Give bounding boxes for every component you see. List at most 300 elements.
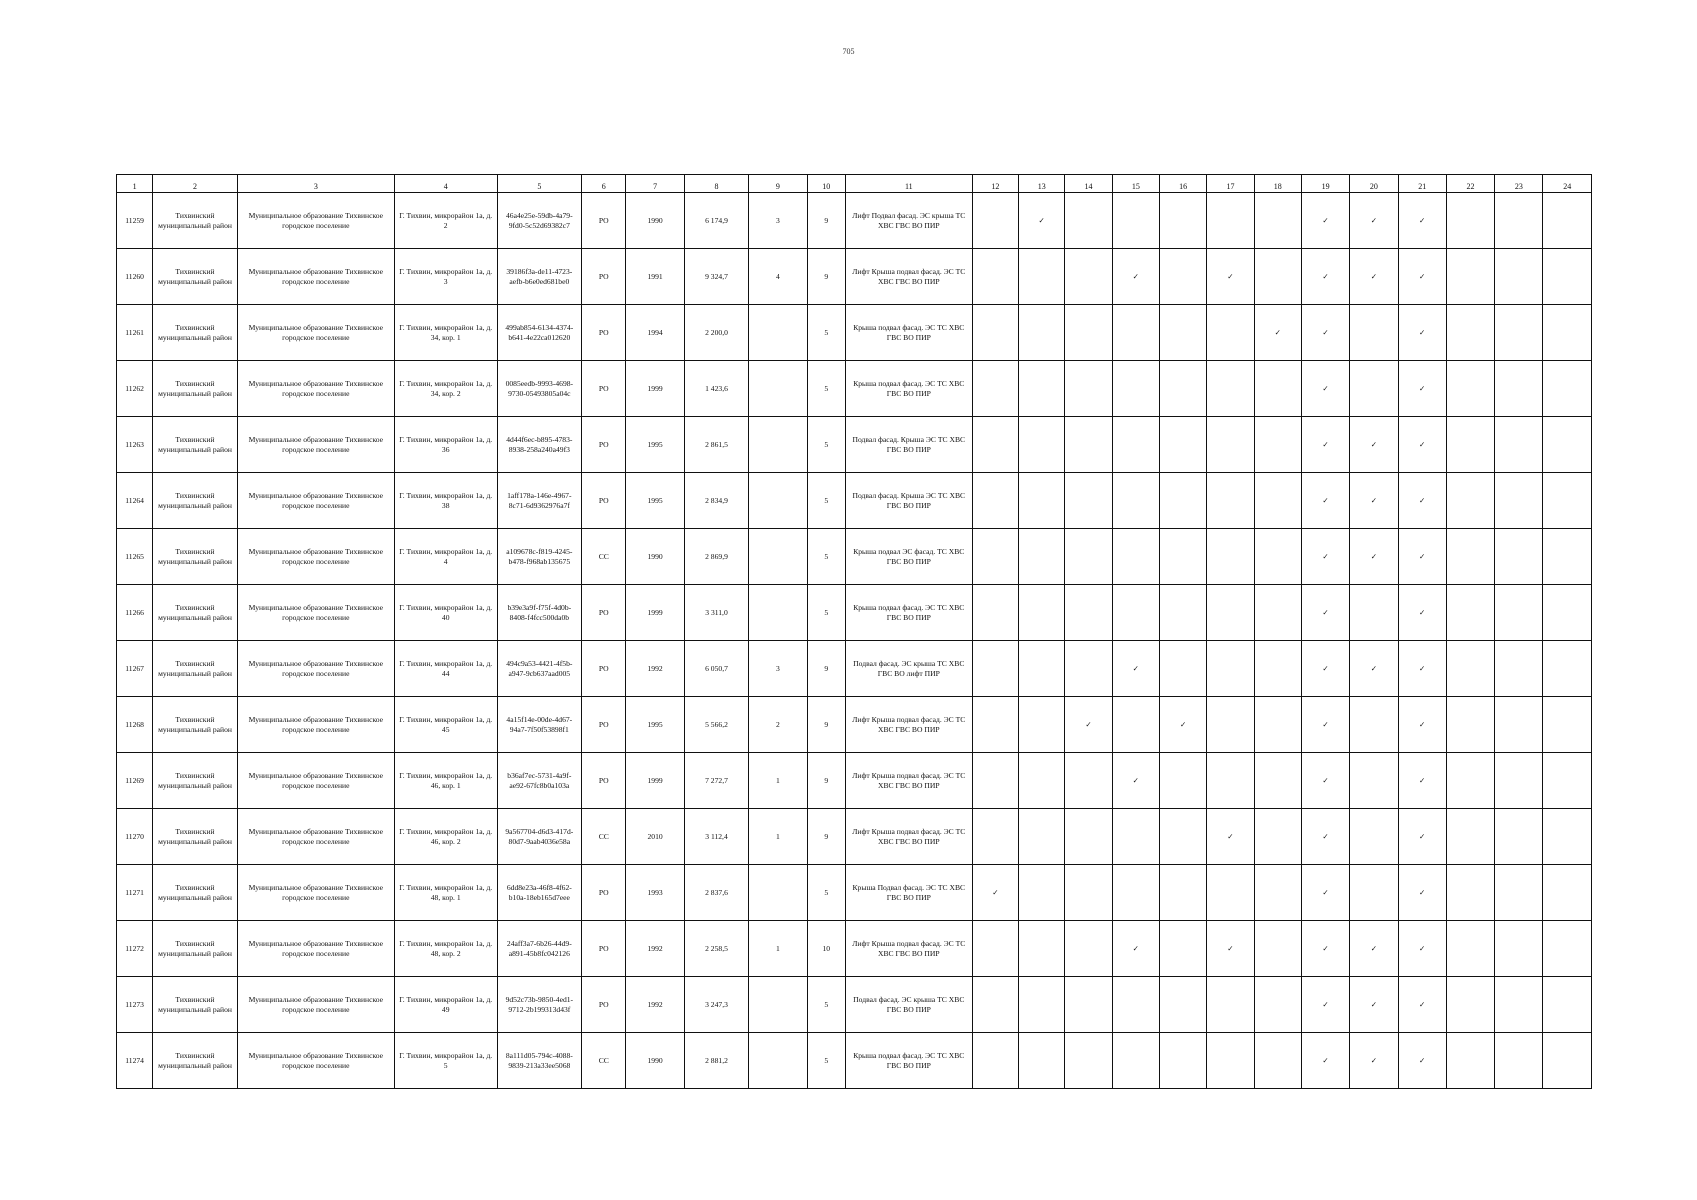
cell-area: 7 272,7 [684, 753, 748, 809]
cell-works: Лифт Крыша подвал фасад. ЭС ТС ХВС ГВС ВО ПИР [845, 697, 972, 753]
cell-col-15 [1112, 529, 1159, 585]
column-header-4: 4 [394, 175, 497, 193]
cell-col-23 [1495, 977, 1543, 1033]
cell-col-13 [1019, 753, 1065, 809]
cell-col-22 [1446, 641, 1494, 697]
cell-area: 2 837,6 [684, 865, 748, 921]
cell-address: Г. Тихвин, микрорайон 1а, д. 34, кор. 2 [394, 361, 497, 417]
cell-col-18 [1254, 697, 1301, 753]
cell-col-14 [1065, 305, 1112, 361]
column-header-3: 3 [237, 175, 394, 193]
cell-col-18 [1254, 529, 1301, 585]
cell-district: Тихвинский муниципальный район [153, 361, 238, 417]
cell-floors: 9 [807, 641, 845, 697]
cell-col-16 [1159, 305, 1206, 361]
cell-type: РО [582, 473, 626, 529]
cell-id: 11265 [117, 529, 153, 585]
cell-col-14 [1065, 249, 1112, 305]
table-row [117, 697, 1592, 753]
cell-type: РО [582, 977, 626, 1033]
cell-district: Тихвинский муниципальный район [153, 585, 238, 641]
cell-col-20 [1350, 305, 1398, 361]
cell-col-12 [972, 753, 1018, 809]
cell-col-17 [1207, 1033, 1254, 1089]
check-mark-icon: ✓ [1350, 921, 1398, 977]
cell-works: Лифт Крыша подвал фасад. ЭС ТС ХВС ГВС ВО ПИР [845, 921, 972, 977]
cell-municipality: Муниципальное образование Тихвинское городское поселение [237, 417, 394, 473]
cell-works: Лифт Подвал фасад. ЭС крыша ТС ХВС ГВС ВО ПИР [845, 193, 972, 249]
cell-entrances: 3 [749, 193, 807, 249]
cell-year: 1992 [626, 921, 684, 977]
cell-col-12 [972, 417, 1018, 473]
cell-col-22 [1446, 977, 1494, 1033]
cell-year: 1999 [626, 361, 684, 417]
cell-address: Г. Тихвин, микрорайон 1а, д. 4 [394, 529, 497, 585]
check-mark-icon: ✓ [1065, 697, 1112, 753]
cell-col-12 [972, 361, 1018, 417]
cell-col-15 [1112, 977, 1159, 1033]
cell-id: 11266 [117, 585, 153, 641]
cell-district: Тихвинский муниципальный район [153, 193, 238, 249]
cell-col-17 [1207, 865, 1254, 921]
cell-col-16 [1159, 1033, 1206, 1089]
cell-col-23 [1495, 641, 1543, 697]
cell-year: 1990 [626, 1033, 684, 1089]
cell-floors: 5 [807, 361, 845, 417]
cell-municipality: Муниципальное образование Тихвинское городское поселение [237, 753, 394, 809]
cell-col-14 [1065, 641, 1112, 697]
check-mark-icon: ✓ [1112, 249, 1159, 305]
cell-col-15 [1112, 585, 1159, 641]
cell-works: Лифт Крыша подвал фасад. ЭС ТС ХВС ГВС ВО ПИР [845, 753, 972, 809]
cell-entrances: 4 [749, 249, 807, 305]
cell-entrances [749, 361, 807, 417]
cell-id: 11273 [117, 977, 153, 1033]
cell-col-23 [1495, 753, 1543, 809]
cell-col-24 [1543, 977, 1592, 1033]
cell-col-23 [1495, 473, 1543, 529]
table-row [117, 249, 1592, 305]
cell-works: Лифт Крыша подвал фасад. ЭС ТС ХВС ГВС ВО ПИР [845, 809, 972, 865]
cell-municipality: Муниципальное образование Тихвинское городское поселение [237, 473, 394, 529]
cell-col-13 [1019, 977, 1065, 1033]
cell-address: Г. Тихвин, микрорайон 1а, д. 49 [394, 977, 497, 1033]
cell-col-15 [1112, 697, 1159, 753]
cell-district: Тихвинский муниципальный район [153, 249, 238, 305]
cell-col-20 [1350, 697, 1398, 753]
cell-id: 11264 [117, 473, 153, 529]
cell-col-14 [1065, 809, 1112, 865]
cell-entrances: 2 [749, 697, 807, 753]
check-mark-icon: ✓ [1207, 921, 1254, 977]
cell-entrances [749, 585, 807, 641]
cell-col-12 [972, 249, 1018, 305]
table-row [117, 865, 1592, 921]
cell-col-13 [1019, 585, 1065, 641]
cell-floors: 5 [807, 865, 845, 921]
table-row [117, 585, 1592, 641]
cell-col-22 [1446, 697, 1494, 753]
cell-guid: b39e3a9f-f75f-4d0b-8408-f4fcc500da0b [497, 585, 582, 641]
cell-col-16 [1159, 977, 1206, 1033]
check-mark-icon: ✓ [1398, 865, 1446, 921]
cell-col-22 [1446, 809, 1494, 865]
cell-col-13 [1019, 361, 1065, 417]
cell-type: РО [582, 585, 626, 641]
cell-guid: 46a4e25e-59db-4a79-9fd0-5c52d69382c7 [497, 193, 582, 249]
cell-district: Тихвинский муниципальный район [153, 529, 238, 585]
cell-guid: 8a111d05-794c-4088-9839-213a33ee5068 [497, 1033, 582, 1089]
check-mark-icon: ✓ [1398, 361, 1446, 417]
check-mark-icon: ✓ [1350, 417, 1398, 473]
cell-col-18 [1254, 809, 1301, 865]
column-header-23: 23 [1495, 175, 1543, 193]
cell-col-24 [1543, 249, 1592, 305]
cell-municipality: Муниципальное образование Тихвинское городское поселение [237, 305, 394, 361]
cell-col-13 [1019, 249, 1065, 305]
cell-col-14 [1065, 361, 1112, 417]
cell-id: 11270 [117, 809, 153, 865]
cell-col-17 [1207, 305, 1254, 361]
cell-district: Тихвинский муниципальный район [153, 977, 238, 1033]
cell-municipality: Муниципальное образование Тихвинское городское поселение [237, 697, 394, 753]
cell-id: 11262 [117, 361, 153, 417]
cell-municipality: Муниципальное образование Тихвинское городское поселение [237, 921, 394, 977]
cell-col-17 [1207, 473, 1254, 529]
cell-col-24 [1543, 809, 1592, 865]
column-header-14: 14 [1065, 175, 1112, 193]
cell-col-18 [1254, 361, 1301, 417]
cell-works: Крыша подвал фасад. ЭС ТС ХВС ГВС ВО ПИР [845, 585, 972, 641]
cell-col-23 [1495, 1033, 1543, 1089]
table-row [117, 529, 1592, 585]
column-header-12: 12 [972, 175, 1018, 193]
cell-entrances [749, 529, 807, 585]
cell-col-16 [1159, 921, 1206, 977]
check-mark-icon: ✓ [1350, 1033, 1398, 1089]
cell-col-13 [1019, 417, 1065, 473]
cell-col-16 [1159, 865, 1206, 921]
cell-municipality: Муниципальное образование Тихвинское городское поселение [237, 585, 394, 641]
cell-works: Крыша подвал ЭС фасад. ТС ХВС ГВС ВО ПИР [845, 529, 972, 585]
cell-works: Крыша Подвал фасад. ЭС ТС ХВС ГВС ВО ПИР [845, 865, 972, 921]
cell-guid: 24aff3a7-6b26-44d9-a891-45b8fc042126 [497, 921, 582, 977]
cell-col-14 [1065, 1033, 1112, 1089]
table-row [117, 473, 1592, 529]
cell-id: 11261 [117, 305, 153, 361]
column-header-22: 22 [1446, 175, 1494, 193]
cell-id: 11271 [117, 865, 153, 921]
check-mark-icon: ✓ [1301, 1033, 1349, 1089]
cell-id: 11274 [117, 1033, 153, 1089]
cell-entrances [749, 1033, 807, 1089]
cell-municipality: Муниципальное образование Тихвинское городское поселение [237, 529, 394, 585]
cell-col-14 [1065, 753, 1112, 809]
cell-col-24 [1543, 697, 1592, 753]
cell-address: Г. Тихвин, микрорайон 1а, д. 2 [394, 193, 497, 249]
cell-col-15 [1112, 305, 1159, 361]
page-number: 705 [842, 47, 855, 56]
check-mark-icon: ✓ [1301, 977, 1349, 1033]
cell-col-18 [1254, 249, 1301, 305]
cell-col-23 [1495, 865, 1543, 921]
cell-col-13 [1019, 641, 1065, 697]
cell-col-17 [1207, 529, 1254, 585]
table-row [117, 305, 1592, 361]
column-header-9: 9 [749, 175, 807, 193]
cell-col-18 [1254, 753, 1301, 809]
cell-type: СС [582, 1033, 626, 1089]
cell-address: Г. Тихвин, микрорайон 1а, д. 38 [394, 473, 497, 529]
cell-col-20 [1350, 753, 1398, 809]
cell-col-23 [1495, 529, 1543, 585]
table-row [117, 193, 1592, 249]
cell-guid: 9a567704-d6d3-417d-80d7-9aab4036e58a [497, 809, 582, 865]
cell-col-22 [1446, 305, 1494, 361]
cell-year: 1995 [626, 417, 684, 473]
cell-entrances [749, 473, 807, 529]
cell-address: Г. Тихвин, микрорайон 1а, д. 46, кор. 2 [394, 809, 497, 865]
cell-floors: 10 [807, 921, 845, 977]
cell-year: 1990 [626, 193, 684, 249]
column-header-8: 8 [684, 175, 748, 193]
cell-col-23 [1495, 921, 1543, 977]
cell-id: 11260 [117, 249, 153, 305]
check-mark-icon: ✓ [1112, 641, 1159, 697]
cell-floors: 9 [807, 697, 845, 753]
check-mark-icon: ✓ [1398, 585, 1446, 641]
cell-municipality: Муниципальное образование Тихвинское городское поселение [237, 193, 394, 249]
cell-col-18 [1254, 473, 1301, 529]
cell-works: Крыша подвал фасад. ЭС ТС ХВС ГВС ВО ПИР [845, 361, 972, 417]
check-mark-icon: ✓ [1301, 753, 1349, 809]
cell-col-22 [1446, 753, 1494, 809]
cell-area: 3 247,3 [684, 977, 748, 1033]
cell-id: 11272 [117, 921, 153, 977]
cell-col-16 [1159, 361, 1206, 417]
cell-year: 1994 [626, 305, 684, 361]
cell-guid: 6dd8e23a-46f8-4f62-b10a-18eb165d7eee [497, 865, 582, 921]
cell-area: 6 050,7 [684, 641, 748, 697]
column-header-2: 2 [153, 175, 238, 193]
cell-district: Тихвинский муниципальный район [153, 697, 238, 753]
cell-col-20 [1350, 865, 1398, 921]
cell-area: 3 112,4 [684, 809, 748, 865]
column-header-15: 15 [1112, 175, 1159, 193]
cell-area: 3 311,0 [684, 585, 748, 641]
cell-col-13 [1019, 809, 1065, 865]
housing-table [116, 174, 1592, 1089]
cell-col-24 [1543, 473, 1592, 529]
cell-municipality: Муниципальное образование Тихвинское городское поселение [237, 809, 394, 865]
column-header-17: 17 [1207, 175, 1254, 193]
cell-col-16 [1159, 529, 1206, 585]
cell-col-22 [1446, 249, 1494, 305]
table-row [117, 1033, 1592, 1089]
cell-col-12 [972, 585, 1018, 641]
cell-entrances [749, 977, 807, 1033]
check-mark-icon: ✓ [1301, 921, 1349, 977]
cell-address: Г. Тихвин, микрорайон 1а, д. 44 [394, 641, 497, 697]
check-mark-icon: ✓ [1254, 305, 1301, 361]
cell-address: Г. Тихвин, микрорайон 1а, д. 46, кор. 1 [394, 753, 497, 809]
check-mark-icon: ✓ [1301, 305, 1349, 361]
check-mark-icon: ✓ [1398, 193, 1446, 249]
cell-col-15 [1112, 417, 1159, 473]
cell-address: Г. Тихвин, микрорайон 1а, д. 34, кор. 1 [394, 305, 497, 361]
check-mark-icon: ✓ [1019, 193, 1065, 249]
cell-id: 11268 [117, 697, 153, 753]
cell-area: 1 423,6 [684, 361, 748, 417]
cell-col-18 [1254, 865, 1301, 921]
cell-guid: b36af7ec-5731-4a9f-ae92-67fc8b0a103a [497, 753, 582, 809]
column-header-6: 6 [582, 175, 626, 193]
check-mark-icon: ✓ [1350, 641, 1398, 697]
cell-area: 6 174,9 [684, 193, 748, 249]
column-header-19: 19 [1301, 175, 1349, 193]
cell-col-15 [1112, 865, 1159, 921]
cell-col-22 [1446, 361, 1494, 417]
cell-year: 1991 [626, 249, 684, 305]
cell-type: РО [582, 305, 626, 361]
cell-area: 2 881,2 [684, 1033, 748, 1089]
cell-district: Тихвинский муниципальный район [153, 305, 238, 361]
cell-col-22 [1446, 865, 1494, 921]
cell-col-16 [1159, 753, 1206, 809]
cell-area: 2 200,0 [684, 305, 748, 361]
cell-col-18 [1254, 193, 1301, 249]
check-mark-icon: ✓ [972, 865, 1018, 921]
cell-works: Крыша подвал фасад. ЭС ТС ХВС ГВС ВО ПИР [845, 305, 972, 361]
cell-year: 1993 [626, 865, 684, 921]
cell-col-18 [1254, 977, 1301, 1033]
cell-municipality: Муниципальное образование Тихвинское городское поселение [237, 977, 394, 1033]
cell-type: РО [582, 641, 626, 697]
cell-col-12 [972, 193, 1018, 249]
cell-col-14 [1065, 193, 1112, 249]
cell-year: 1999 [626, 753, 684, 809]
cell-col-23 [1495, 697, 1543, 753]
cell-col-13 [1019, 921, 1065, 977]
cell-floors: 5 [807, 417, 845, 473]
check-mark-icon: ✓ [1301, 809, 1349, 865]
cell-col-12 [972, 809, 1018, 865]
table-row [117, 641, 1592, 697]
check-mark-icon: ✓ [1350, 249, 1398, 305]
cell-address: Г. Тихвин, микрорайон 1а, д. 40 [394, 585, 497, 641]
check-mark-icon: ✓ [1207, 249, 1254, 305]
column-header-13: 13 [1019, 175, 1065, 193]
cell-col-20 [1350, 361, 1398, 417]
cell-works: Подвал фасад. Крыша ЭС ТС ХВС ГВС ВО ПИР [845, 473, 972, 529]
column-header-1: 1 [117, 175, 153, 193]
cell-col-12 [972, 697, 1018, 753]
check-mark-icon: ✓ [1398, 1033, 1446, 1089]
check-mark-icon: ✓ [1350, 529, 1398, 585]
cell-col-13 [1019, 865, 1065, 921]
cell-entrances [749, 305, 807, 361]
check-mark-icon: ✓ [1301, 417, 1349, 473]
column-header-24: 24 [1543, 175, 1592, 193]
cell-year: 1995 [626, 697, 684, 753]
cell-entrances: 3 [749, 641, 807, 697]
cell-col-14 [1065, 585, 1112, 641]
column-header-11: 11 [845, 175, 972, 193]
table-row [117, 921, 1592, 977]
cell-municipality: Муниципальное образование Тихвинское городское поселение [237, 865, 394, 921]
cell-col-16 [1159, 641, 1206, 697]
cell-col-18 [1254, 641, 1301, 697]
cell-year: 1990 [626, 529, 684, 585]
check-mark-icon: ✓ [1301, 865, 1349, 921]
cell-col-18 [1254, 921, 1301, 977]
cell-year: 1999 [626, 585, 684, 641]
check-mark-icon: ✓ [1301, 249, 1349, 305]
cell-entrances: 1 [749, 809, 807, 865]
cell-type: РО [582, 249, 626, 305]
cell-col-15 [1112, 361, 1159, 417]
check-mark-icon: ✓ [1301, 361, 1349, 417]
cell-guid: a109678c-f819-4245-b478-f968ab135675 [497, 529, 582, 585]
cell-area: 2 869,9 [684, 529, 748, 585]
table-body [117, 193, 1592, 1089]
cell-col-16 [1159, 585, 1206, 641]
column-header-20: 20 [1350, 175, 1398, 193]
check-mark-icon: ✓ [1112, 921, 1159, 977]
cell-floors: 5 [807, 473, 845, 529]
cell-floors: 9 [807, 753, 845, 809]
cell-id: 11269 [117, 753, 153, 809]
cell-col-23 [1495, 361, 1543, 417]
cell-col-15 [1112, 1033, 1159, 1089]
cell-col-16 [1159, 473, 1206, 529]
cell-id: 11259 [117, 193, 153, 249]
cell-type: РО [582, 697, 626, 753]
table-row [117, 753, 1592, 809]
cell-district: Тихвинский муниципальный район [153, 809, 238, 865]
check-mark-icon: ✓ [1207, 809, 1254, 865]
cell-col-22 [1446, 921, 1494, 977]
check-mark-icon: ✓ [1301, 585, 1349, 641]
cell-municipality: Муниципальное образование Тихвинское городское поселение [237, 1033, 394, 1089]
cell-col-23 [1495, 417, 1543, 473]
check-mark-icon: ✓ [1159, 697, 1206, 753]
cell-district: Тихвинский муниципальный район [153, 473, 238, 529]
cell-district: Тихвинский муниципальный район [153, 753, 238, 809]
column-header-18: 18 [1254, 175, 1301, 193]
cell-col-17 [1207, 361, 1254, 417]
cell-col-23 [1495, 585, 1543, 641]
cell-works: Подвал фасад. Крыша ЭС ТС ХВС ГВС ВО ПИР [845, 417, 972, 473]
cell-municipality: Муниципальное образование Тихвинское городское поселение [237, 361, 394, 417]
check-mark-icon: ✓ [1398, 305, 1446, 361]
cell-col-20 [1350, 809, 1398, 865]
cell-floors: 9 [807, 809, 845, 865]
cell-col-24 [1543, 753, 1592, 809]
check-mark-icon: ✓ [1301, 529, 1349, 585]
table-row [117, 809, 1592, 865]
check-mark-icon: ✓ [1398, 249, 1446, 305]
cell-col-12 [972, 641, 1018, 697]
cell-address: Г. Тихвин, микрорайон 1а, д. 45 [394, 697, 497, 753]
check-mark-icon: ✓ [1301, 641, 1349, 697]
table-row [117, 361, 1592, 417]
cell-area: 2 834,9 [684, 473, 748, 529]
table-row [117, 417, 1592, 473]
cell-col-17 [1207, 193, 1254, 249]
column-header-21: 21 [1398, 175, 1446, 193]
cell-address: Г. Тихвин, микрорайон 1а, д. 5 [394, 1033, 497, 1089]
